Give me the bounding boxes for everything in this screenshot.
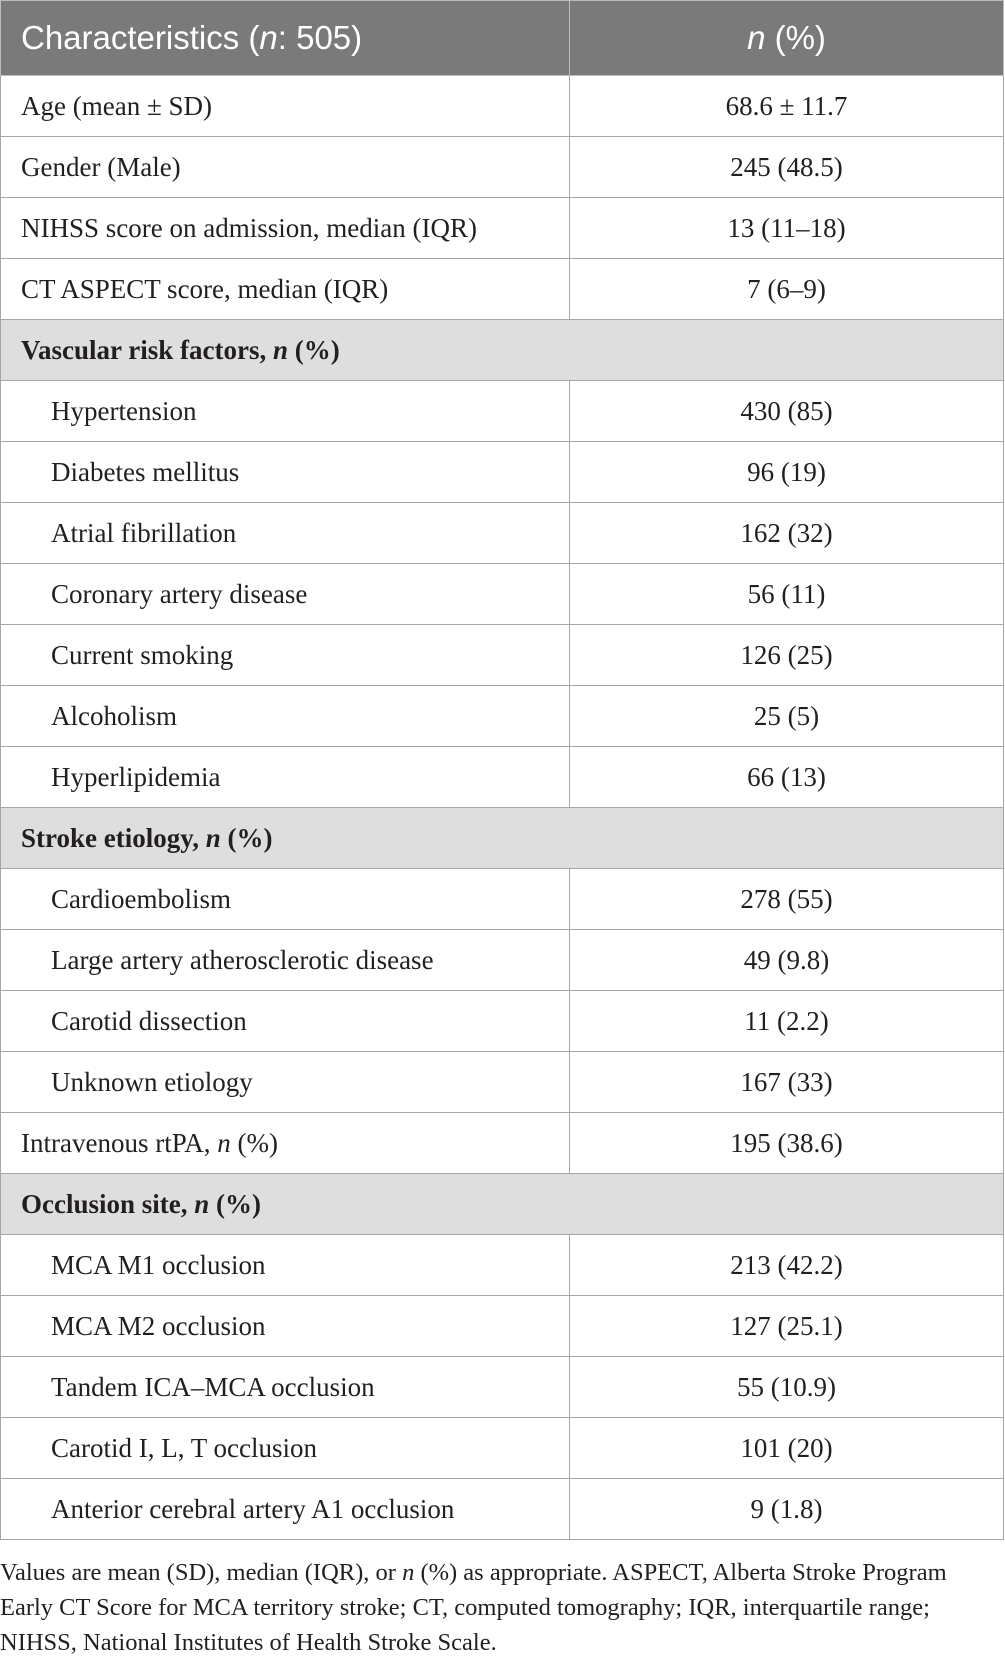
table-row (1, 625, 1004, 686)
section-heading (1, 320, 1004, 381)
row-label: Unknown etiology (51, 1066, 253, 1097)
row-label: Tandem ICA–MCA occlusion (51, 1371, 375, 1402)
row-label-cell (1, 1357, 570, 1418)
row-label-cell (1, 137, 570, 198)
row-label: Coronary artery disease (51, 578, 308, 609)
row-value: 66 (13) (570, 747, 1004, 808)
row-value: 245 (48.5) (570, 137, 1004, 198)
row-value: 11 (2.2) (570, 991, 1004, 1052)
table-row (1, 259, 1004, 320)
row-label: Diabetes mellitus (51, 456, 240, 487)
table-footnote (0, 1555, 1000, 1660)
row-label-cell (1, 747, 570, 808)
row-label: Intravenous rtPA, (21, 1127, 218, 1158)
table-row (1, 1235, 1004, 1296)
row-label: CT ASPECT score, median (IQR) (21, 273, 389, 304)
row-value: 101 (20) (570, 1418, 1004, 1479)
header-col1-italic: n (259, 19, 278, 56)
table-row (1, 747, 1004, 808)
row-value: 7 (6–9) (570, 259, 1004, 320)
section-label-italic: n (205, 822, 221, 853)
table-header-row (1, 1, 1004, 76)
row-label-cell (1, 930, 570, 991)
table-row (1, 930, 1004, 991)
section-label-italic: n (194, 1188, 210, 1219)
row-label-cell (1, 686, 570, 747)
section-label-italic: n (273, 334, 289, 365)
row-value: 25 (5) (570, 686, 1004, 747)
footnote-italic: n (402, 1559, 415, 1586)
table-body (1, 76, 1004, 1540)
row-value: 96 (19) (570, 442, 1004, 503)
table-row (1, 503, 1004, 564)
section-row (1, 320, 1004, 381)
row-label-cell (1, 625, 570, 686)
row-label: Carotid I, L, T occlusion (51, 1432, 317, 1463)
row-label-cell (1, 564, 570, 625)
table-row (1, 686, 1004, 747)
row-label-cell (1, 503, 570, 564)
row-value: 127 (25.1) (570, 1296, 1004, 1357)
table-row (1, 564, 1004, 625)
row-value: 9 (1.8) (570, 1479, 1004, 1540)
section-label: Occlusion site, (21, 1188, 195, 1219)
section-row (1, 808, 1004, 869)
table-row (1, 198, 1004, 259)
row-label-italic: n (217, 1127, 231, 1158)
row-label-cell (1, 76, 570, 137)
row-label-cell (1, 869, 570, 930)
table-row (1, 76, 1004, 137)
row-label-cell (1, 1479, 570, 1540)
table-row (1, 1479, 1004, 1540)
row-label: Age (mean ± SD) (21, 90, 213, 121)
row-value: 162 (32) (570, 503, 1004, 564)
row-label: MCA M1 occlusion (51, 1249, 266, 1280)
row-label: Atrial fibrillation (51, 517, 237, 548)
table-row (1, 137, 1004, 198)
row-label-suffix: (%) (230, 1127, 278, 1158)
row-label: Anterior cerebral artery A1 occlusion (51, 1493, 455, 1524)
section-label-suffix: (%) (288, 334, 340, 365)
row-value: 195 (38.6) (570, 1113, 1004, 1174)
row-value: 56 (11) (570, 564, 1004, 625)
row-value: 430 (85) (570, 381, 1004, 442)
row-value: 68.6 ± 11.7 (570, 76, 1004, 137)
table-row (1, 1296, 1004, 1357)
header-col1-prefix: Characteristics ( (21, 19, 260, 56)
row-label-cell (1, 1113, 570, 1174)
row-label: Hyperlipidemia (51, 761, 221, 792)
row-value: 278 (55) (570, 869, 1004, 930)
section-row (1, 1174, 1004, 1235)
row-label-cell (1, 1296, 570, 1357)
row-value: 49 (9.8) (570, 930, 1004, 991)
header-col2-suffix: (%) (765, 19, 826, 56)
table-row (1, 1113, 1004, 1174)
row-label-cell (1, 381, 570, 442)
row-label: Gender (Male) (21, 151, 181, 182)
row-label: NIHSS score on admission, median (IQR) (21, 212, 477, 243)
row-label-cell (1, 259, 570, 320)
table-row (1, 869, 1004, 930)
row-label-cell (1, 198, 570, 259)
table-row (1, 1357, 1004, 1418)
row-label: Cardioembolism (51, 883, 231, 914)
row-label: Carotid dissection (51, 1005, 247, 1036)
table-row (1, 1052, 1004, 1113)
row-value: 13 (11–18) (570, 198, 1004, 259)
row-value: 213 (42.2) (570, 1235, 1004, 1296)
table-row (1, 381, 1004, 442)
footnote-part2: (%) as appropriate. ASPECT, Alberta Stroke Program Early CT Score for MCA territory stroke; CT, computed tomography; IQR, interquartile range; NIHSS, National Institutes of Health Stroke Scale. (0, 1559, 947, 1656)
row-label-cell (1, 442, 570, 503)
header-col1-suffix: : 505) (277, 19, 363, 56)
footnote-part1: Values are mean (SD), median (IQR), or (0, 1559, 403, 1586)
header-n-percent (570, 1, 1004, 76)
row-value: 167 (33) (570, 1052, 1004, 1113)
row-label-cell (1, 1235, 570, 1296)
row-label-cell (1, 991, 570, 1052)
section-heading (1, 808, 1004, 869)
table-row (1, 442, 1004, 503)
row-label: Current smoking (51, 639, 234, 670)
section-label: Stroke etiology, (21, 822, 206, 853)
table-row (1, 1418, 1004, 1479)
row-label: Alcoholism (51, 700, 177, 731)
table-row (1, 991, 1004, 1052)
section-label-suffix: (%) (209, 1188, 262, 1219)
row-value: 55 (10.9) (570, 1357, 1004, 1418)
row-label: Large artery atherosclerotic disease (51, 944, 434, 975)
row-label-cell (1, 1052, 570, 1113)
section-label-suffix: (%) (220, 822, 273, 853)
section-label: Vascular risk factors, (21, 334, 273, 365)
row-label: MCA M2 occlusion (51, 1310, 266, 1341)
row-label-cell (1, 1418, 570, 1479)
row-value: 126 (25) (570, 625, 1004, 686)
row-label: Hypertension (51, 395, 197, 426)
header-characteristics (1, 1, 570, 76)
header-col2-italic: n (747, 19, 766, 56)
section-heading (1, 1174, 1004, 1235)
